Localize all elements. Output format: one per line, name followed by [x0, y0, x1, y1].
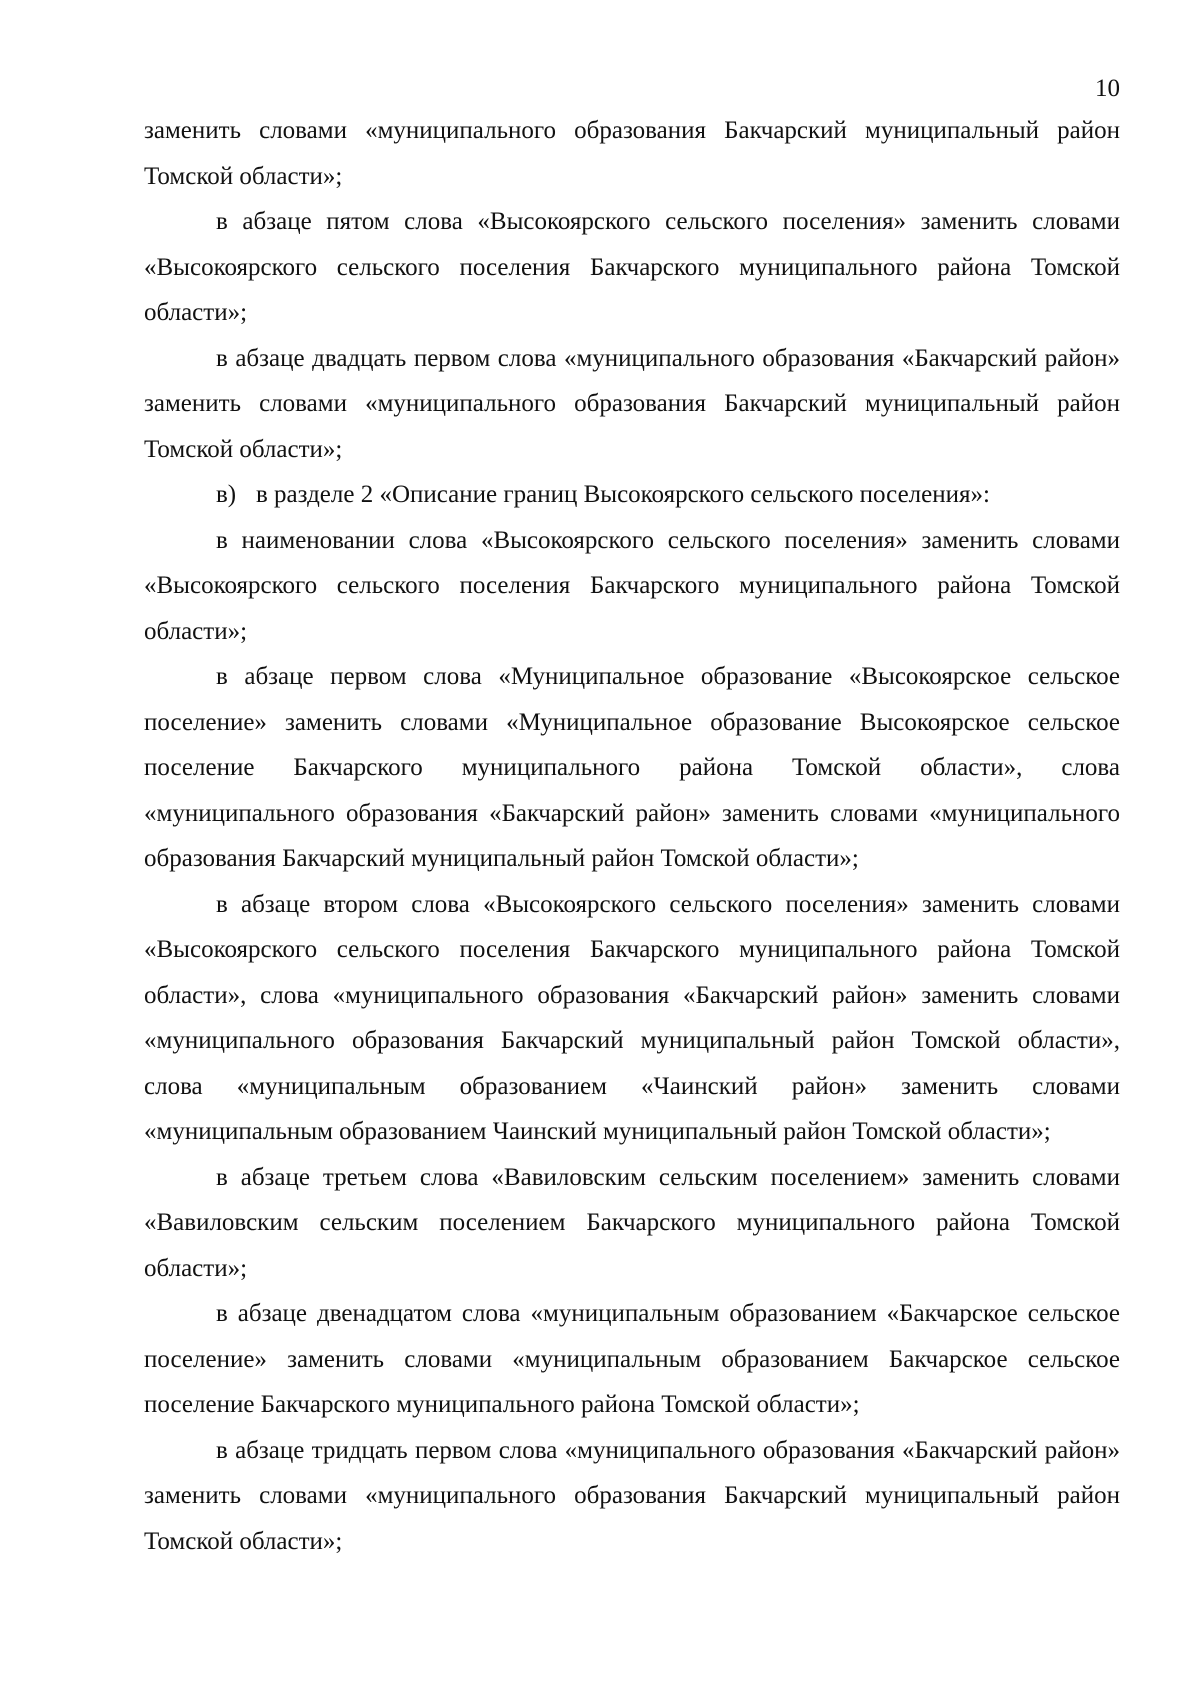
paragraph: в абзаце двадцать первом слова «муниципального образования «Бакчарский район» заменить словами «муниципального образования Бакчарский муниципальный район Томской области»;: [144, 344, 1120, 463]
paragraph: в абзаце двенадцатом слова «муниципальным образованием «Бакчарское сельское поселение» заменить словами «муниципальным образованием Бакчарское сельское поселение Бакчарского муниципального района Томской области»;: [144, 1300, 1120, 1418]
list-item-text: в разделе 2 «Описание границ Высокоярского сельского поселения»:: [256, 481, 990, 508]
paragraph: в абзаце первом слова «Муниципальное образование «Высокоярское сельское поселение» заменить словами «Муниципальное образование Высокоярское сельское поселение Бакчарского муниципального района Томской области», слова «муниципального образования «Бакчарский район» заменить словами «муниципального образования Бакчарский муниципальный район Томской области»;: [144, 663, 1120, 872]
paragraph: в абзаце третьем слова «Вавиловским сельским поселением» заменить словами «Вавиловским сельским поселением Бакчарского муниципального района Томской области»;: [144, 1163, 1120, 1282]
paragraph: в наименовании слова «Высокоярского сельского поселения» заменить словами «Высокоярского сельского поселения Бакчарского муниципального района Томской области»;: [144, 526, 1120, 645]
paragraph: в абзаце втором слова «Высокоярского сельского поселения» заменить словами «Высокоярского сельского поселения Бакчарского муниципального района Томской области», слова «муниципального образования «Бакчарский район» заменить словами «муниципального образования Бакчарский муниципальный район Томской области», слова «муниципальным образованием «Чаинский район» заменить словами «муниципальным образованием Чаинский муниципальный район Томской области»;: [144, 890, 1120, 1145]
paragraph: в абзаце пятом слова «Высокоярского сельского поселения» заменить словами «Высокоярского сельского поселения Бакчарского муниципального района Томской области»;: [144, 208, 1120, 326]
list-marker: в): [216, 481, 237, 508]
page-number: 10: [1095, 75, 1120, 102]
paragraph: в абзаце тридцать первом слова «муниципального образования «Бакчарский район» заменить словами «муниципального образования Бакчарский муниципальный район Томской области»;: [144, 1436, 1120, 1555]
document-body: [144, 108, 1120, 1564]
list-item-paragraph: [144, 472, 1120, 518]
paragraph-continuation: заменить словами «муниципального образования Бакчарский муниципальный район Томской области»;: [144, 117, 1120, 190]
